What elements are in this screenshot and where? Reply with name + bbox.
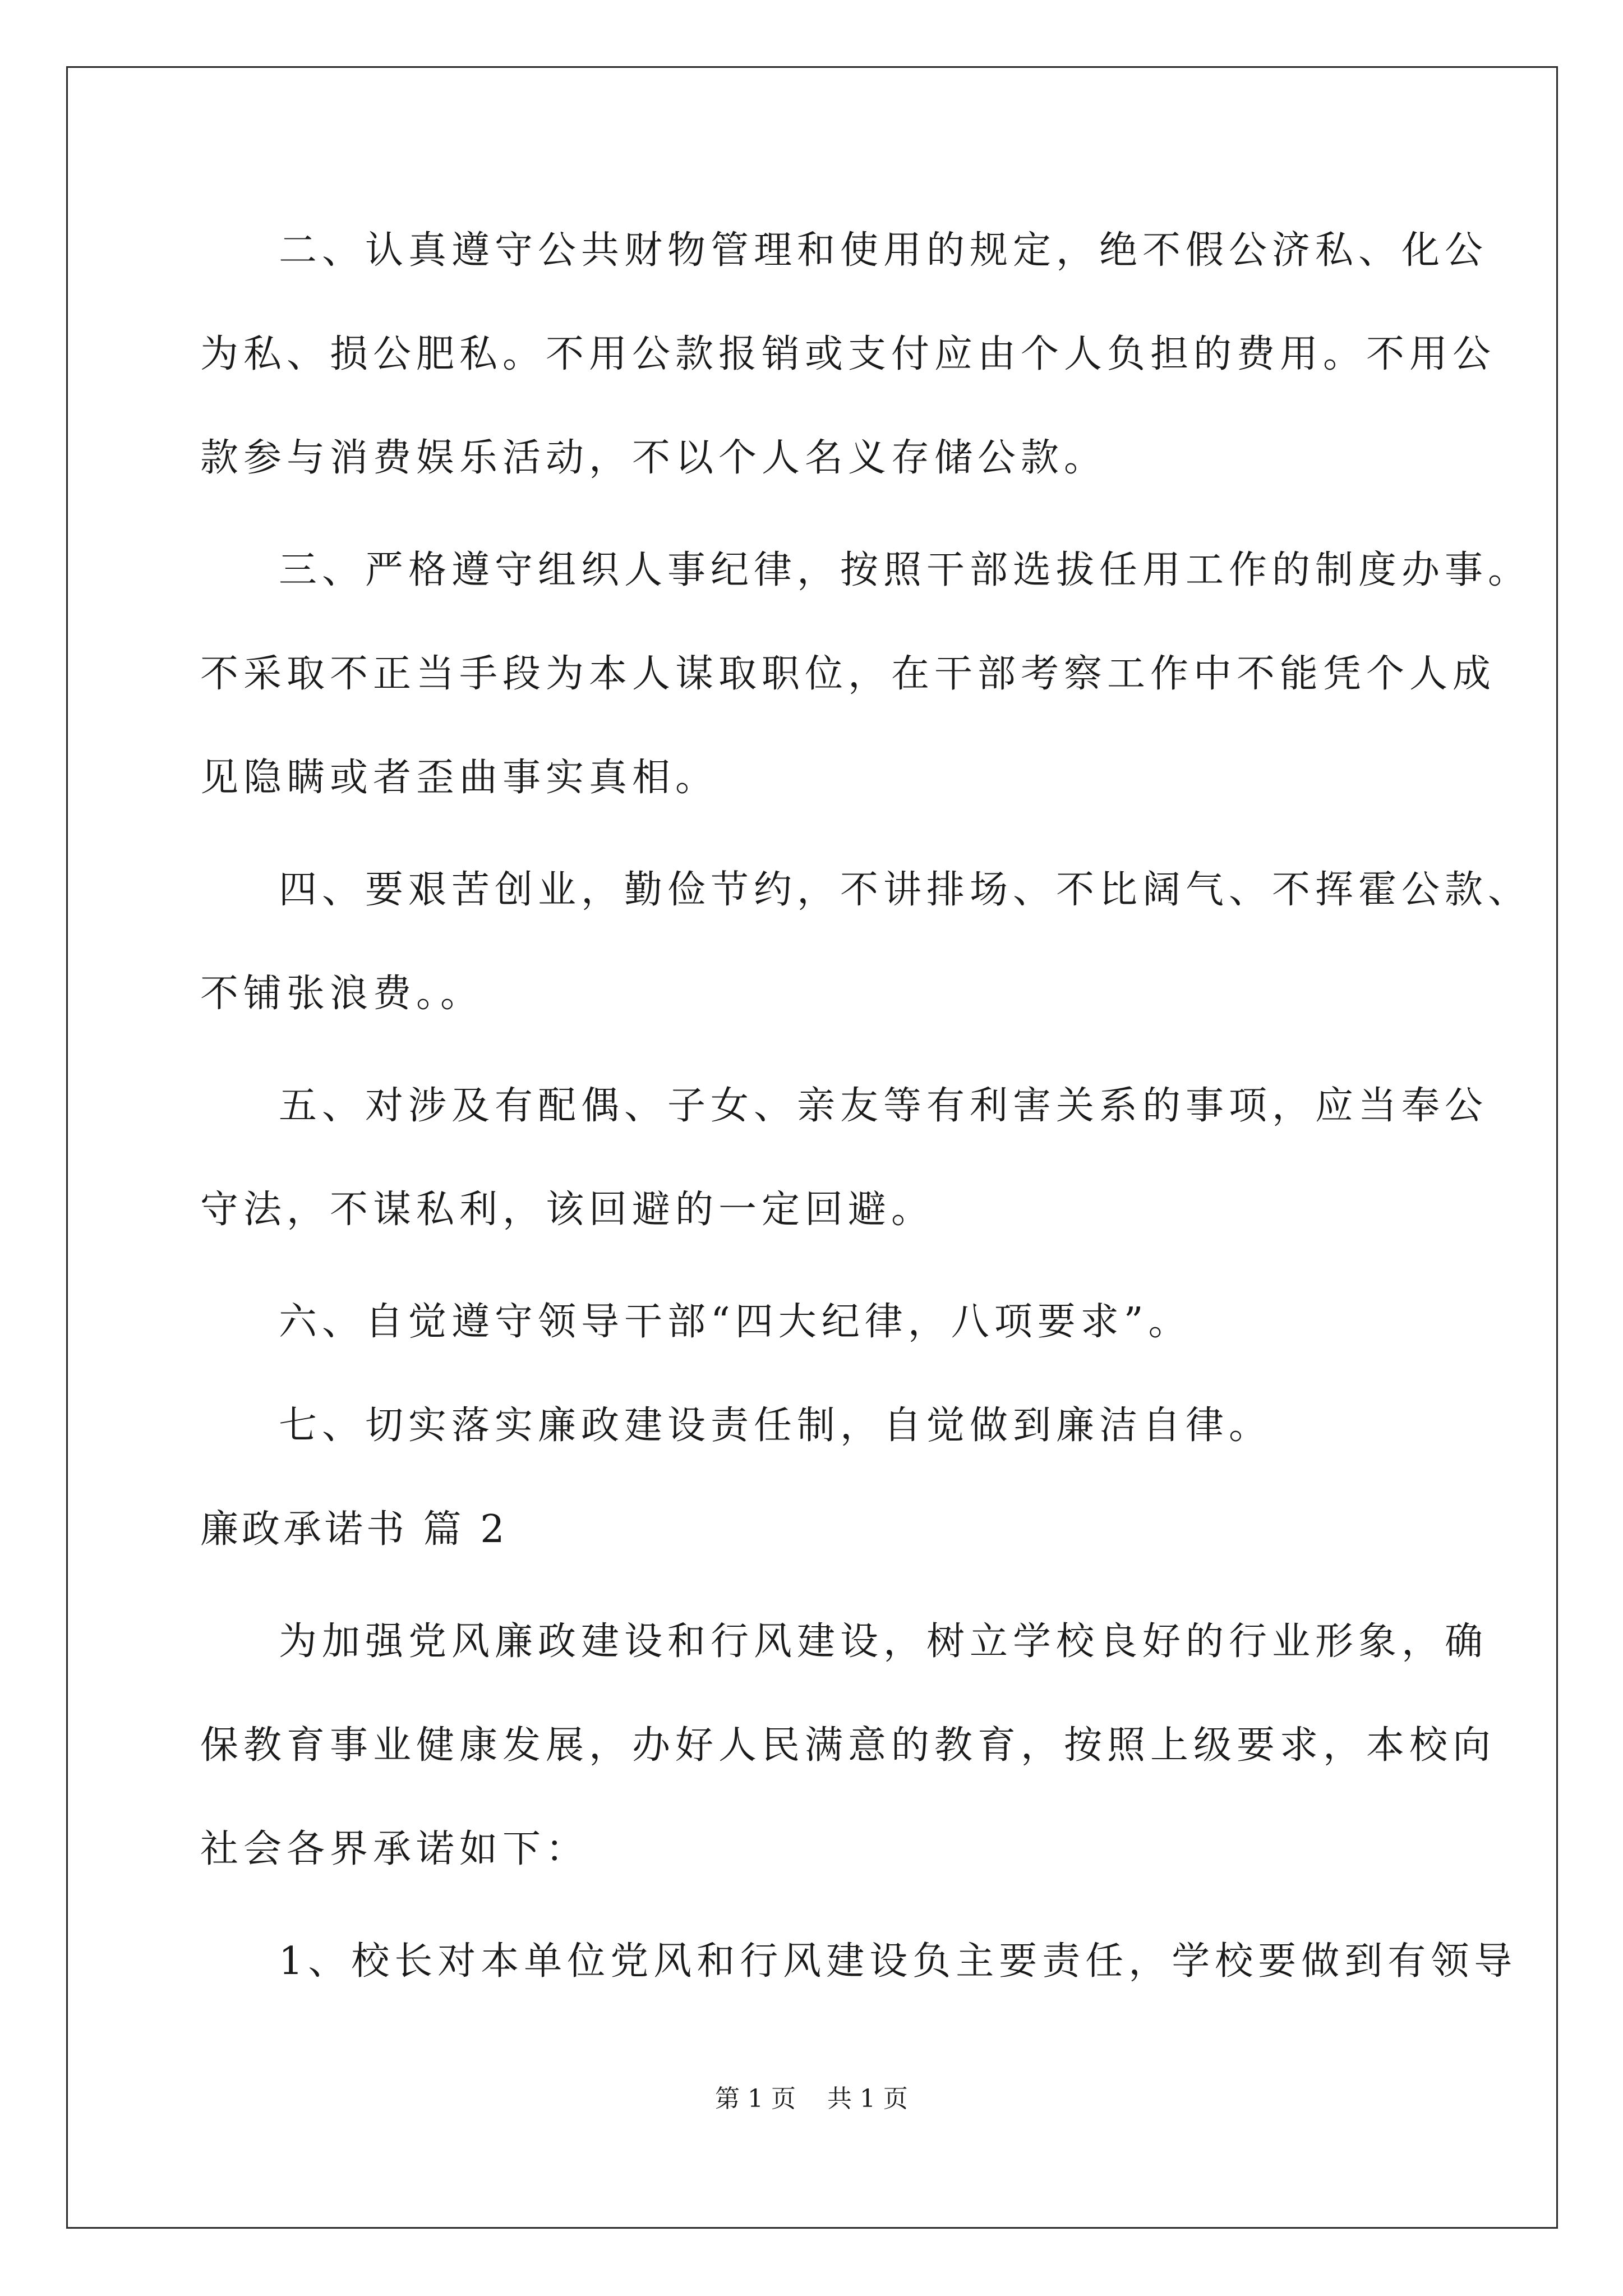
paragraph-3-line-3: 见隐瞒或者歪曲事实真相。 — [200, 756, 719, 800]
paragraph-2-line-2: 为私、损公肥私。不用公款报销或支付应由个人负担的费用。不用公 — [200, 332, 1496, 376]
page-border — [66, 66, 1558, 2229]
paragraph-4-line-2: 不铺张浪费。。 — [200, 972, 484, 1016]
page-number-footer: 第 1 页 共 1 页 — [715, 2085, 908, 2113]
section-heading: 廉政承诺书 篇 2 — [200, 1507, 508, 1552]
paragraph-intro-line-3: 社会各界承诺如下： — [200, 1827, 589, 1871]
paragraph-2-line-3: 款参与消费娱乐活动，不以个人名义存储公款。 — [200, 436, 1108, 480]
paragraph-intro-line-2: 保教育事业健康发展，办好人民满意的教育，按照上级要求，本校向 — [200, 1723, 1496, 1768]
paragraph-intro-line-1: 为加强党风廉政建设和行风建设，树立学校良好的行业形象，确 — [279, 1619, 1488, 1664]
paragraph-3-line-1: 三、严格遵守组织人事纪律，按照干部选拔任用工作的制度办事。 — [279, 548, 1532, 592]
paragraph-2-line-1: 二、认真遵守公共财物管理和使用的规定，绝不假公济私、化公 — [279, 228, 1488, 273]
paragraph-6-line-1: 六、自觉遵守领导干部“四大纪律，八项要求”。 — [279, 1300, 1192, 1344]
paragraph-5-line-2: 守法，不谋私利，该回避的一定回避。 — [200, 1188, 935, 1232]
paragraph-5-line-1: 五、对涉及有配偶、子女、亲友等有利害关系的事项，应当奉公 — [279, 1084, 1488, 1128]
paragraph-7-line-1: 七、切实落实廉政建设责任制，自觉做到廉洁自律。 — [279, 1404, 1272, 1448]
paragraph-4-line-1: 四、要艰苦创业，勤俭节约，不讲排场、不比阔气、不挥霍公款、 — [279, 868, 1532, 912]
item-1-line-1: 1、校长对本单位党风和行风建设负主要责任，学校要做到有领导 — [279, 1939, 1518, 1984]
paragraph-3-line-2: 不采取不正当手段为本人谋取职位，在干部考察工作中不能凭个人成 — [200, 652, 1496, 696]
